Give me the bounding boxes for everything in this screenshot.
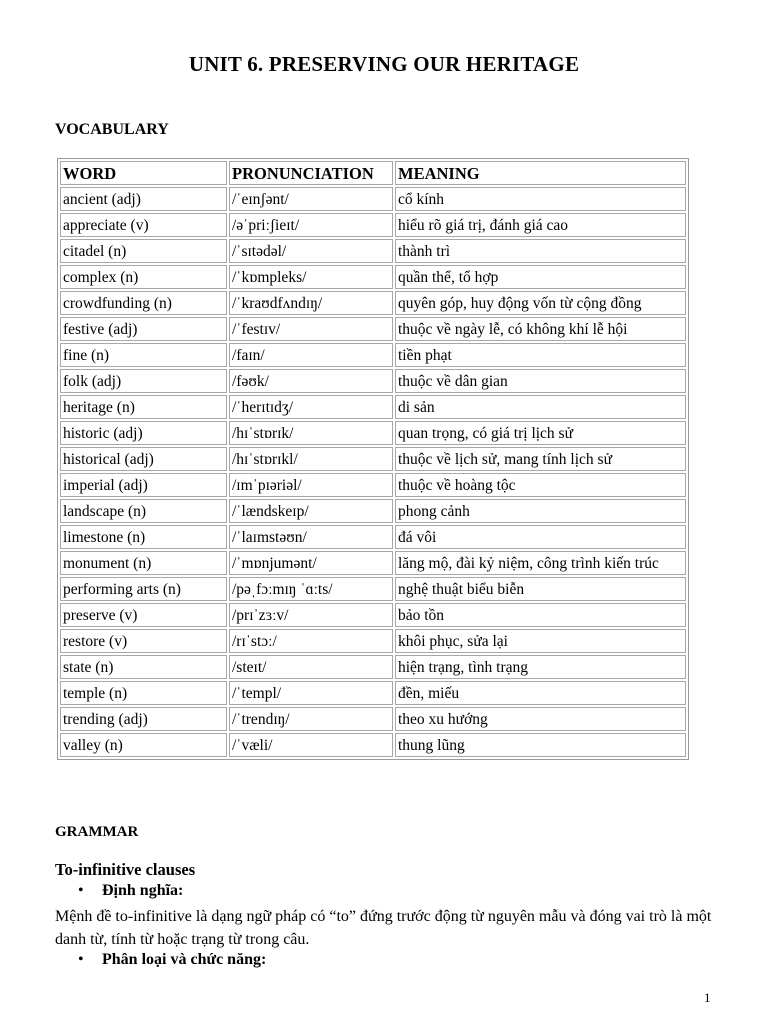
cell-meaning: thành trì <box>395 239 686 263</box>
cell-pronunciation: /ˈfestɪv/ <box>229 317 393 341</box>
table-row <box>60 343 686 367</box>
cell-meaning: hiểu rõ giá trị, đánh giá cao <box>395 213 686 237</box>
cell-pronunciation: /hɪˈstɒrɪk/ <box>229 421 393 445</box>
cell-word: imperial (adj) <box>60 473 227 497</box>
table-row <box>60 525 686 549</box>
grammar-subheading: To-infinitive clauses <box>55 860 196 879</box>
cell-word: monument (n) <box>60 551 227 575</box>
page-number: 1 <box>704 990 711 1005</box>
cell-word: preserve (v) <box>60 603 227 627</box>
cell-pronunciation: /ˈsɪtədəl/ <box>229 239 393 263</box>
table-row <box>60 733 686 757</box>
cell-word: ancient (adj) <box>60 187 227 211</box>
cell-word: appreciate (v) <box>60 213 227 237</box>
cell-word: landscape (n) <box>60 499 227 523</box>
cell-pronunciation: /ˈtrendɪŋ/ <box>229 707 393 731</box>
page-title: UNIT 6. PRESERVING OUR HERITAGE <box>188 52 580 76</box>
cell-meaning: phong cảnh <box>395 499 686 523</box>
column-header-word: WORD <box>60 161 227 185</box>
table-row <box>60 499 686 523</box>
bullet-definition-label: Định nghĩa: <box>102 882 184 899</box>
cell-pronunciation: /ˈeɪnʃənt/ <box>229 187 393 211</box>
cell-word: limestone (n) <box>60 525 227 549</box>
table-row <box>60 395 686 419</box>
table-row <box>60 317 686 341</box>
cell-meaning: lăng mộ, đài kỷ niệm, công trình kiến trúc <box>395 551 686 575</box>
cell-meaning: cổ kính <box>395 187 686 211</box>
vocabulary-table-body <box>60 187 686 757</box>
table-header-row <box>60 161 686 185</box>
cell-word: valley (n) <box>60 733 227 757</box>
cell-pronunciation: /ˈkɒmpleks/ <box>229 265 393 289</box>
cell-pronunciation: /hɪˈstɒrɪkl/ <box>229 447 393 471</box>
vocabulary-table <box>57 158 689 760</box>
bullet-glyph: • <box>78 951 84 968</box>
table-row <box>60 213 686 237</box>
cell-meaning: thuộc về ngày lễ, có không khí lễ hội <box>395 317 686 341</box>
table-row <box>60 265 686 289</box>
cell-pronunciation: /ˈvæli/ <box>229 733 393 757</box>
cell-meaning: theo xu hướng <box>395 707 686 731</box>
cell-meaning: di sản <box>395 395 686 419</box>
cell-pronunciation: /faɪn/ <box>229 343 393 367</box>
table-row <box>60 551 686 575</box>
table-row <box>60 187 686 211</box>
table-row <box>60 239 686 263</box>
cell-meaning: thuộc về lịch sử, mang tính lịch sử <box>395 447 686 471</box>
cell-word: complex (n) <box>60 265 227 289</box>
cell-word: crowdfunding (n) <box>60 291 227 315</box>
cell-meaning: nghệ thuật biểu biễn <box>395 577 686 601</box>
cell-meaning: thuộc về hoàng tộc <box>395 473 686 497</box>
cell-meaning: thung lũng <box>395 733 686 757</box>
cell-meaning: quan trọng, có giá trị lịch sử <box>395 421 686 445</box>
column-header-meaning: MEANING <box>395 161 686 185</box>
cell-word: fine (n) <box>60 343 227 367</box>
cell-word: historic (adj) <box>60 421 227 445</box>
cell-pronunciation: /prɪˈzɜːv/ <box>229 603 393 627</box>
column-header-pronunciation: PRONUNCIATION <box>229 161 393 185</box>
cell-pronunciation: /ˈkraʊdfʌndɪŋ/ <box>229 291 393 315</box>
definition-paragraph: Mệnh đề to-infinitive là dạng ngữ pháp có “to” đứng trước động từ nguyên mẫu và đóng vai trò là một danh từ, tính từ hoặc trạng từ trong câu. <box>55 908 712 948</box>
cell-pronunciation: /pəˌfɔːmɪŋ ˈɑːts/ <box>229 577 393 601</box>
cell-pronunciation: /fəʊk/ <box>229 369 393 393</box>
cell-pronunciation: /ˈlaɪmstəʊn/ <box>229 525 393 549</box>
cell-word: festive (adj) <box>60 317 227 341</box>
cell-pronunciation: /ˈmɒnjumənt/ <box>229 551 393 575</box>
cell-meaning: khôi phục, sửa lại <box>395 629 686 653</box>
cell-word: citadel (n) <box>60 239 227 263</box>
cell-pronunciation: /rɪˈstɔː/ <box>229 629 393 653</box>
cell-word: trending (adj) <box>60 707 227 731</box>
table-row <box>60 603 686 627</box>
cell-word: state (n) <box>60 655 227 679</box>
cell-word: folk (adj) <box>60 369 227 393</box>
cell-meaning: đền, miếu <box>395 681 686 705</box>
table-row <box>60 291 686 315</box>
cell-pronunciation: /ˈherɪtɪdʒ/ <box>229 395 393 419</box>
cell-meaning: tiền phạt <box>395 343 686 367</box>
cell-pronunciation: /ɪmˈpɪəriəl/ <box>229 473 393 497</box>
table-row <box>60 629 686 653</box>
cell-pronunciation: /ˈtempl/ <box>229 681 393 705</box>
cell-meaning: bảo tồn <box>395 603 686 627</box>
cell-meaning: hiện trạng, tình trạng <box>395 655 686 679</box>
cell-word: heritage (n) <box>60 395 227 419</box>
grammar-heading: GRAMMAR <box>55 824 139 840</box>
cell-pronunciation: /əˈpriːʃieɪt/ <box>229 213 393 237</box>
table-row <box>60 421 686 445</box>
cell-word: restore (v) <box>60 629 227 653</box>
bullet-classification-label: Phân loại và chức năng: <box>102 951 267 968</box>
cell-word: performing arts (n) <box>60 577 227 601</box>
cell-meaning: thuộc về dân gian <box>395 369 686 393</box>
bullet-classification <box>78 951 266 969</box>
cell-word: historical (adj) <box>60 447 227 471</box>
table-row <box>60 369 686 393</box>
bullet-glyph: • <box>78 882 84 899</box>
table-row <box>60 447 686 471</box>
cell-word: temple (n) <box>60 681 227 705</box>
table-row <box>60 681 686 705</box>
vocabulary-heading: VOCABULARY <box>55 121 169 138</box>
table-row <box>60 707 686 731</box>
table-row <box>60 655 686 679</box>
table-row <box>60 577 686 601</box>
cell-pronunciation: /ˈlændskeɪp/ <box>229 499 393 523</box>
table-row <box>60 473 686 497</box>
cell-pronunciation: /steɪt/ <box>229 655 393 679</box>
cell-meaning: đá vôi <box>395 525 686 549</box>
cell-meaning: quyên góp, huy động vốn từ cộng đồng <box>395 291 686 315</box>
bullet-definition <box>78 882 183 900</box>
cell-meaning: quần thể, tổ hợp <box>395 265 686 289</box>
